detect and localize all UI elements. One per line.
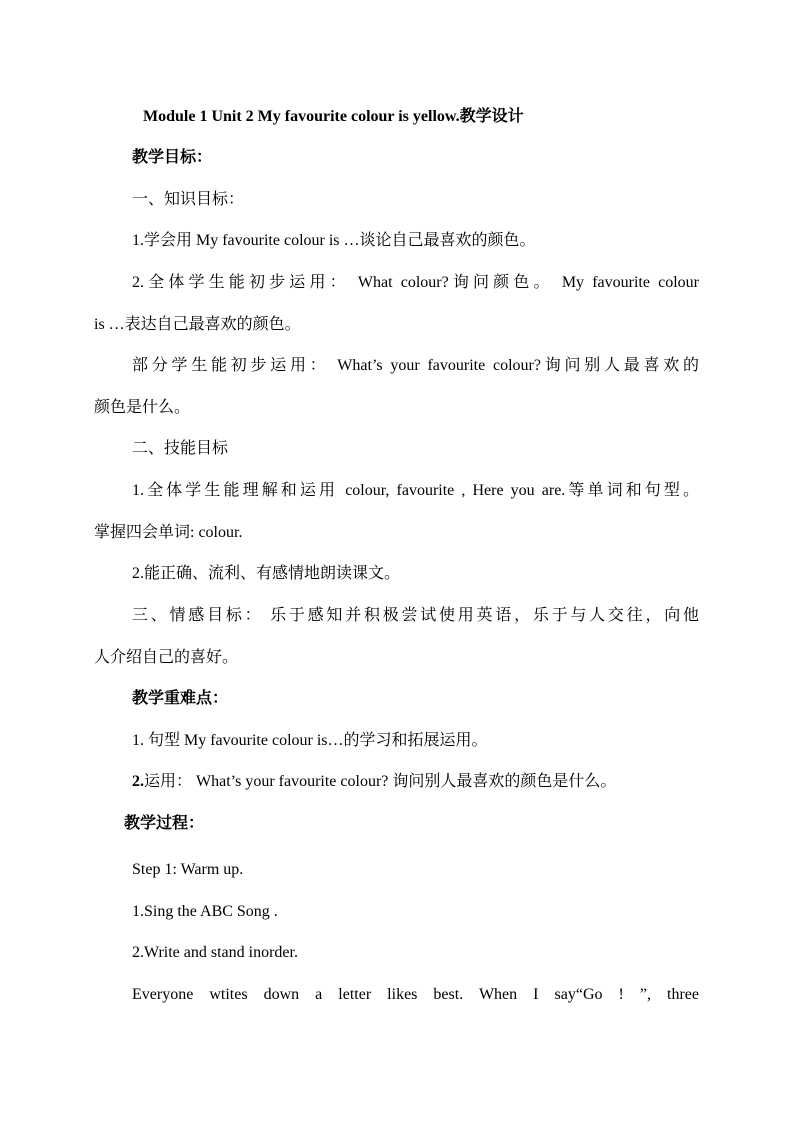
key-point-2-text: 运用： What’s your favourite colour? 询问别人最喜欢的颜色是什么。 [144,773,617,790]
step-1-heading: Step 1: Warm up. [132,861,244,878]
section-heading-process: 教学过程： [124,815,205,832]
knowledge-item-2-line-2: is …表达自己最喜欢的颜色。 [94,316,301,333]
emotion-objectives-line-2: 人介绍自己的喜好。 [94,649,239,666]
document-title: Module 1 Unit 2 My favourite colour is yellow.教学设计 [143,108,524,125]
skill-item-1-line-2: 掌握四会单词: colour. [94,524,243,541]
process-item-1: 1.Sing the ABC Song . [132,903,278,920]
key-point-1: 1. 句型 My favourite colour is…的学习和拓展运用。 [132,732,488,749]
section-heading-key-points: 教学重难点： [132,690,229,707]
skill-item-1-line-1: 1.全体学生能理解和运用 colour, favourite , Here you are.等单词和句型。 [132,482,699,499]
emotion-objectives-line-1: 三、情感目标： 乐于感知并积极尝试使用英语，乐于与人交往，向他 [132,607,699,624]
knowledge-objectives-heading: 一、知识目标： [132,191,245,208]
knowledge-item-2-line-1: 2.全体学生能初步运用： What colour?询问颜色。 My favourite colour [132,274,699,291]
process-item-2: 2.Write and stand inorder. [132,944,298,961]
knowledge-item-3-line-1: 部分学生能初步运用： What’s your favourite colour?询问别人最喜欢的 [132,357,699,374]
knowledge-item-1: 1.学会用 My favourite colour is …谈论自己最喜欢的颜色。 [132,232,536,249]
knowledge-item-3-line-2: 颜色是什么。 [94,399,191,416]
section-heading-objectives: 教学目标： [132,149,213,166]
key-point-2-number: 2. [132,773,144,790]
key-point-2 [132,772,616,792]
process-item-3-line-1: Everyone wtites down a letter likes best. When I say“Go ! ”, three [132,986,699,1003]
skill-objectives-heading: 二、技能目标 [132,440,229,457]
skill-item-2: 2.能正确、流利、有感情地朗读课文。 [132,565,401,582]
